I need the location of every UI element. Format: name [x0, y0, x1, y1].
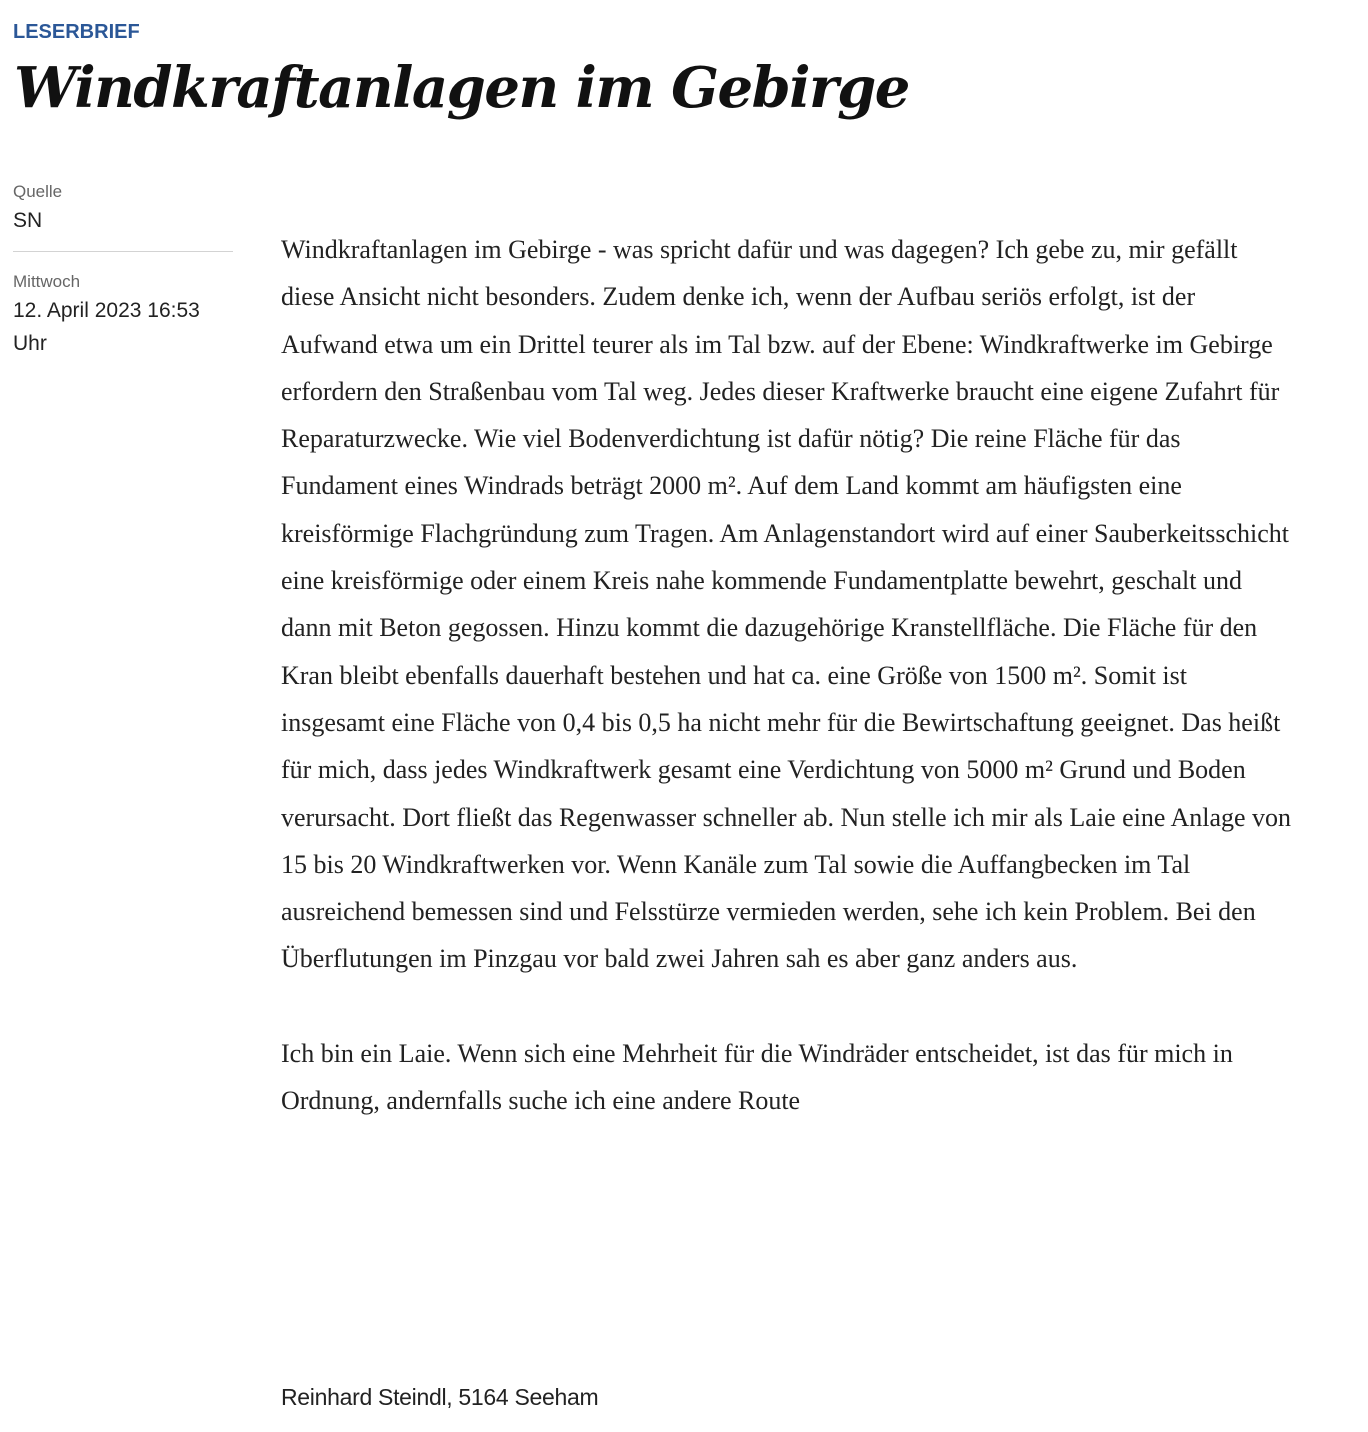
article-meta [13, 180, 233, 360]
source-value: SN [13, 209, 43, 232]
meta-date-block [13, 270, 233, 360]
article-title: Windkraftanlagen im Gebirge [14, 55, 909, 121]
source-label: Quelle [13, 182, 63, 201]
meta-source-block [13, 180, 233, 252]
weekday-label: Mittwoch [13, 272, 81, 291]
article-kicker: LESERBRIEF [13, 21, 140, 43]
body-paragraph: Windkraftanlagen im Gebirge - was spricht dafür und was dagegen? Ich gebe zu, mir gefällt diese Ansicht nicht besonders. Zudem denke ich, wenn der Aufbau seriös erfolgt, ist der Aufwand etwa um ein Drittel teurer als im Tal bzw. auf der Ebene: Windkraftwerke im Gebirge erfordern den Straßenbau vom Tal weg. Jedes dieser Kraftwerke braucht eine eigene Zufahrt für Reparaturzwecke. Wie viel Bodenverdichtung ist dafür nötig? Die reine Fläche für das Fundament eines Windrads beträgt 2000 m². Auf dem Land kommt am häufigsten eine kreisförmige Flachgründung zum Tragen. Am Anlagenstandort wird auf einer Sauberkeitsschicht eine kreisförmige oder einem Kreis nahe kommende Fundamentplatte bewehrt, geschalt und dann mit Beton gegossen. Hinzu kommt die dazugehörige Kranstellfläche. Die Fläche für den Kran bleibt ebenfalls dauerhaft bestehen und hat ca. eine Größe von 1500 m². Somit ist insgesamt eine Fläche von 0,4 bis 0,5 ha nicht mehr für die Bewirtschaftung geeignet. Das heißt für mich, dass jedes Windkraftwerk gesamt eine Verdichtung von 5000 m² Grund und Boden verursacht. Dort fließt das Regenwasser schneller ab. Nun stelle ich mir als Laie eine Anlage von 15 bis 20 Windkraftwerken vor. Wenn Kanäle zum Tal sowie die Auffangbecken im Tal ausreichend bemessen sind und Felsstürze vermieden werden, sehe ich kein Problem. Bei den Überflutungen im Pinzgau vor bald zwei Jahren sah es aber ganz anders aus. [281, 235, 1292, 974]
body-paragraph: Ich bin ein Laie. Wenn sich eine Mehrheit für die Windräder entscheidet, ist das für mich in Ordnung, andernfalls suche ich eine andere Route [281, 1038, 1233, 1116]
author-signature: Reinhard Steindl, 5164 Seeham [281, 1384, 599, 1410]
article-body [281, 226, 1296, 1124]
publish-datetime: 12. April 2023 16:53 Uhr [13, 299, 200, 355]
